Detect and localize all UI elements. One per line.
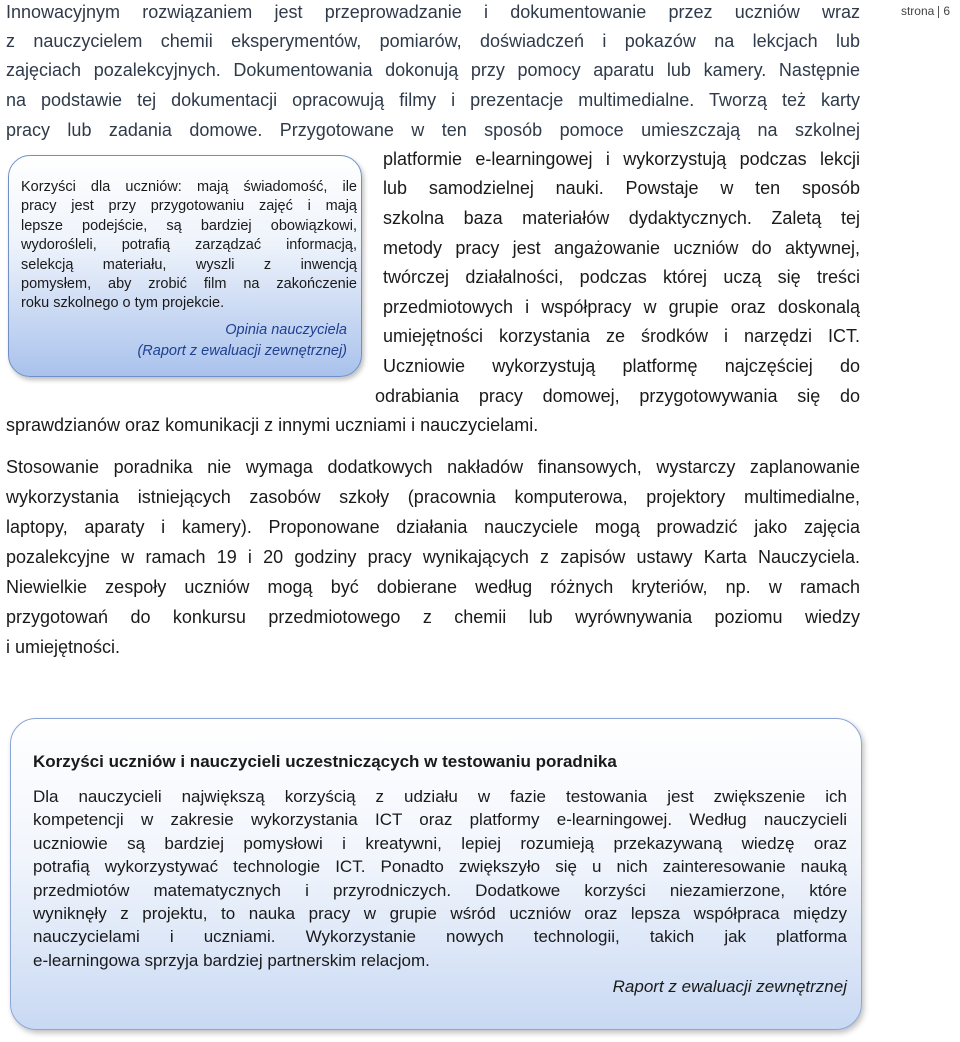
quote-line-7: roku szkolnego o tym projekcie.: [21, 295, 225, 312]
benefits-line-2: kompetencji w zakresie wykorzystania ICT oraz platformy e-learningowej. Według nauczycieli: [33, 810, 847, 830]
quote-line-6: pomysłem, aby zrobić film na zakończenie: [21, 276, 357, 293]
benefits-title: Korzyści uczniów i nauczycieli uczestniczących w testowaniu poradnika: [33, 752, 617, 771]
page-header: [901, 4, 950, 18]
wrap-line-6: przedmiotowych i współpracy w grupie oraz doskonalą: [383, 297, 860, 317]
quote-attribution: [137, 320, 347, 362]
benefits-line-7: nauczycielami i uczniami. Wykorzystanie nowych technologii, takich jak platforma: [33, 927, 847, 947]
quote-line-3: lepsze podejście, są bardziej obowiązkowi,: [21, 217, 357, 234]
top-paragraph-line-5: pracy lub zadania domowe. Przygotowane w ten sposób pomoce umieszczają na szkolnej: [6, 120, 860, 140]
top-paragraph-line-3: zajęciach pozalekcyjnych. Dokumentowania dokonują przy pomocy aparatu lub kamery. Następnie: [6, 60, 860, 80]
wrap-line-4: metody pracy jest angażowanie uczniów do aktywnej,: [383, 238, 860, 258]
page-number: 6: [943, 4, 950, 18]
benefits-text: [33, 785, 847, 972]
middle-paragraph-line-2: wykorzystania istniejących zasobów szkoły (pracownia komputerowa, projektory multimedialne,: [6, 487, 860, 507]
benefits-line-6: wyniknęły z projektu, to nauka pracy w grupie wśród uczniów oraz lepsza współpraca między: [33, 904, 847, 924]
teacher-opinion-text: [21, 178, 357, 314]
benefits-box: [10, 718, 862, 1030]
benefits-line-5: przedmiotów matematycznych i przyrodniczych. Dodatkowe korzyści niezamierzone, które: [33, 880, 847, 900]
quote-line-2: pracy jest przy przygotowaniu zajęć i mają: [21, 198, 357, 215]
middle-paragraph-line-4: pozalekcyjne w ramach 19 i 20 godziny pracy wynikających z zapisów ustawy Karta Nauczyciela.: [6, 547, 860, 567]
wrap-line-5: twórczej działalności, podczas której uczą się treści: [383, 267, 860, 287]
benefits-line-3: uczniowie są bardziej pomysłowi i kreatywni, lepiej rozumieją przekazywaną wiedzę oraz: [33, 833, 847, 853]
wrap-line-2: lub samodzielnej nauki. Powstaje w ten sposób: [383, 178, 860, 198]
quote-attribution-report: (Raport z ewaluacji zewnętrznej): [137, 343, 347, 359]
wrap-line-8: Uczniowie wykorzystują platformę najczęściej do: [383, 356, 860, 376]
middle-paragraph-line-7: i umiejętności.: [6, 637, 121, 657]
wrap-line-9: odrabiania pracy domowej, przygotowywania się do: [375, 386, 860, 406]
middle-paragraph-line-5: Niewielkie zespoły uczniów mogą być dobierane według różnych kryteriów, np. w ramach: [6, 577, 860, 597]
benefits-attribution: Raport z ewaluacji zewnętrznej: [612, 977, 847, 996]
wrap-line-1: platformie e-learningowej i wykorzystują podczas lekcji: [383, 149, 860, 169]
quote-line-1: Korzyści dla uczniów: mają świadomość, ile: [21, 179, 357, 195]
teacher-opinion-box: [8, 155, 362, 377]
header-separator: [938, 6, 939, 18]
top-paragraph-line-2: z nauczycielem chemii eksperymentów, pomiarów, doświadczeń i pokazów na lekcjach lub: [6, 31, 860, 51]
top-paragraph-line-4: na podstawie tej dokumentacji opracowują filmy i prezentacje multimedialne. Tworzą też karty: [6, 90, 860, 110]
benefits-line-4: potrafią wykorzystywać technologie ICT. Ponadto zwiększyło się u nich zainteresowanie nauką: [33, 857, 847, 877]
middle-paragraph-line-1: Stosowanie poradnika nie wymaga dodatkowych nakładów finansowych, wystarczy zaplanowanie: [6, 457, 860, 477]
wrap-line-3: szkolna baza materiałów dydaktycznych. Zaletą tej: [383, 208, 860, 228]
top-paragraph-line-1: Innowacyjnym rozwiązaniem jest przeprowadzanie i dokumentowanie przez uczniów wraz: [6, 2, 860, 22]
wrap-line-7: umiejętności korzystania ze środków i narzędzi ICT.: [383, 326, 860, 346]
quote-line-4: wydorośleli, potrafią zarządzać informacją,: [21, 237, 357, 254]
quote-attribution-source: Opinia nauczyciela: [225, 322, 347, 338]
top-paragraph-final-line: sprawdzianów oraz komunikacji z innymi uczniami i nauczycielami.: [6, 415, 539, 435]
benefits-line-1: Dla nauczycieli największą korzyścią z udziału w fazie testowania jest zwiększenie ich: [33, 787, 847, 806]
benefits-line-8: e-learningowa sprzyja bardziej partnerskim relacjom.: [33, 950, 430, 970]
middle-paragraph-line-6: przygotowań do konkursu przedmiotowego z chemii lub wyrównywania poziomu wiedzy: [6, 607, 860, 627]
middle-paragraph-line-3: laptopy, aparaty i kamery). Proponowane działania nauczyciele mogą prowadzić jako zajęcia: [6, 517, 860, 537]
page-label: strona: [900, 4, 935, 18]
quote-line-5: selekcją materiału, wyszli z inwencją: [21, 256, 357, 273]
